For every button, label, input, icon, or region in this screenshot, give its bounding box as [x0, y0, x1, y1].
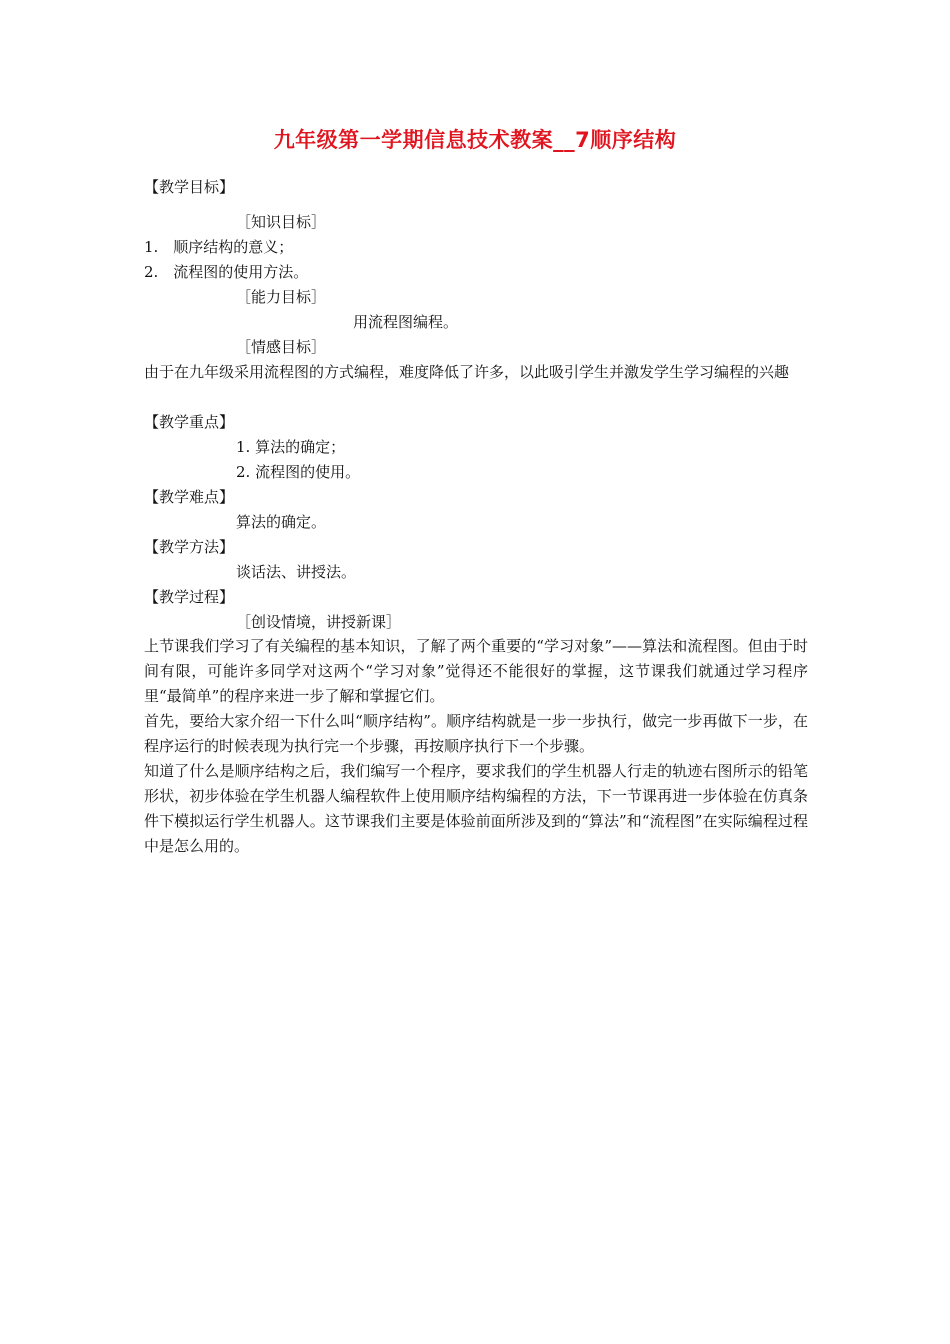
difficulty-text: 算法的确定。	[236, 513, 327, 531]
key-points-heading: 【教学重点】	[144, 413, 235, 431]
method-heading: 【教学方法】	[144, 538, 235, 556]
ability-heading: ［能力目标］	[236, 288, 327, 306]
emotion-text: 由于在九年级采用流程图的方式编程，难度降低了许多，以此吸引学生并激发学生学习编程的兴趣	[144, 363, 790, 381]
difficulty-heading: 【教学难点】	[144, 488, 235, 506]
process-heading: 【教学过程】	[144, 588, 235, 606]
knowledge-heading: ［知识目标］	[236, 213, 327, 231]
key-point-item: 1. 算法的确定；	[236, 438, 346, 456]
emotion-heading: ［情感目标］	[236, 338, 327, 356]
document-title: 九年级第一学期信息技术教案__7顺序结构	[273, 128, 677, 152]
knowledge-item: 2. 流程图的使用方法。	[144, 263, 309, 281]
process-subheading: ［创设情境，讲授新课］	[236, 613, 402, 631]
knowledge-item: 1. 顺序结构的意义；	[144, 238, 294, 256]
ability-text: 用流程图编程。	[353, 313, 459, 331]
process-paragraph: 知道了什么是顺序结构之后，我们编写一个程序，要求我们的学生机器人行走的轨迹右图所示的铅笔形状，初步体验在学生机器人编程软件上使用顺序结构编程的方法，下一节课再进一步体验在仿真条件下模拟运行学生机器人。这节课我们主要是体验前面所涉及到的“算法”和“流程图”在实际编程过程中是怎么用的。	[144, 762, 808, 855]
process-paragraph: 上节课我们学习了有关编程的基本知识，了解了两个重要的“学习对象”——算法和流程图。但由于时间有限，可能许多同学对这两个“学习对象”觉得还不能很好的掌握，这节课我们就通过学习程序里“最简单”的程序来进一步了解和掌握它们。	[144, 637, 808, 705]
key-point-item: 2. 流程图的使用。	[236, 463, 361, 481]
objectives-heading: 【教学目标】	[144, 178, 235, 196]
process-paragraph: 首先，要给大家介绍一下什么叫“顺序结构”。顺序结构就是一步一步执行，做完一步再做下一步，在程序运行的时候表现为执行完一个步骤，再按顺序执行下一个步骤。	[144, 712, 808, 755]
method-text: 谈话法、讲授法。	[236, 563, 357, 581]
